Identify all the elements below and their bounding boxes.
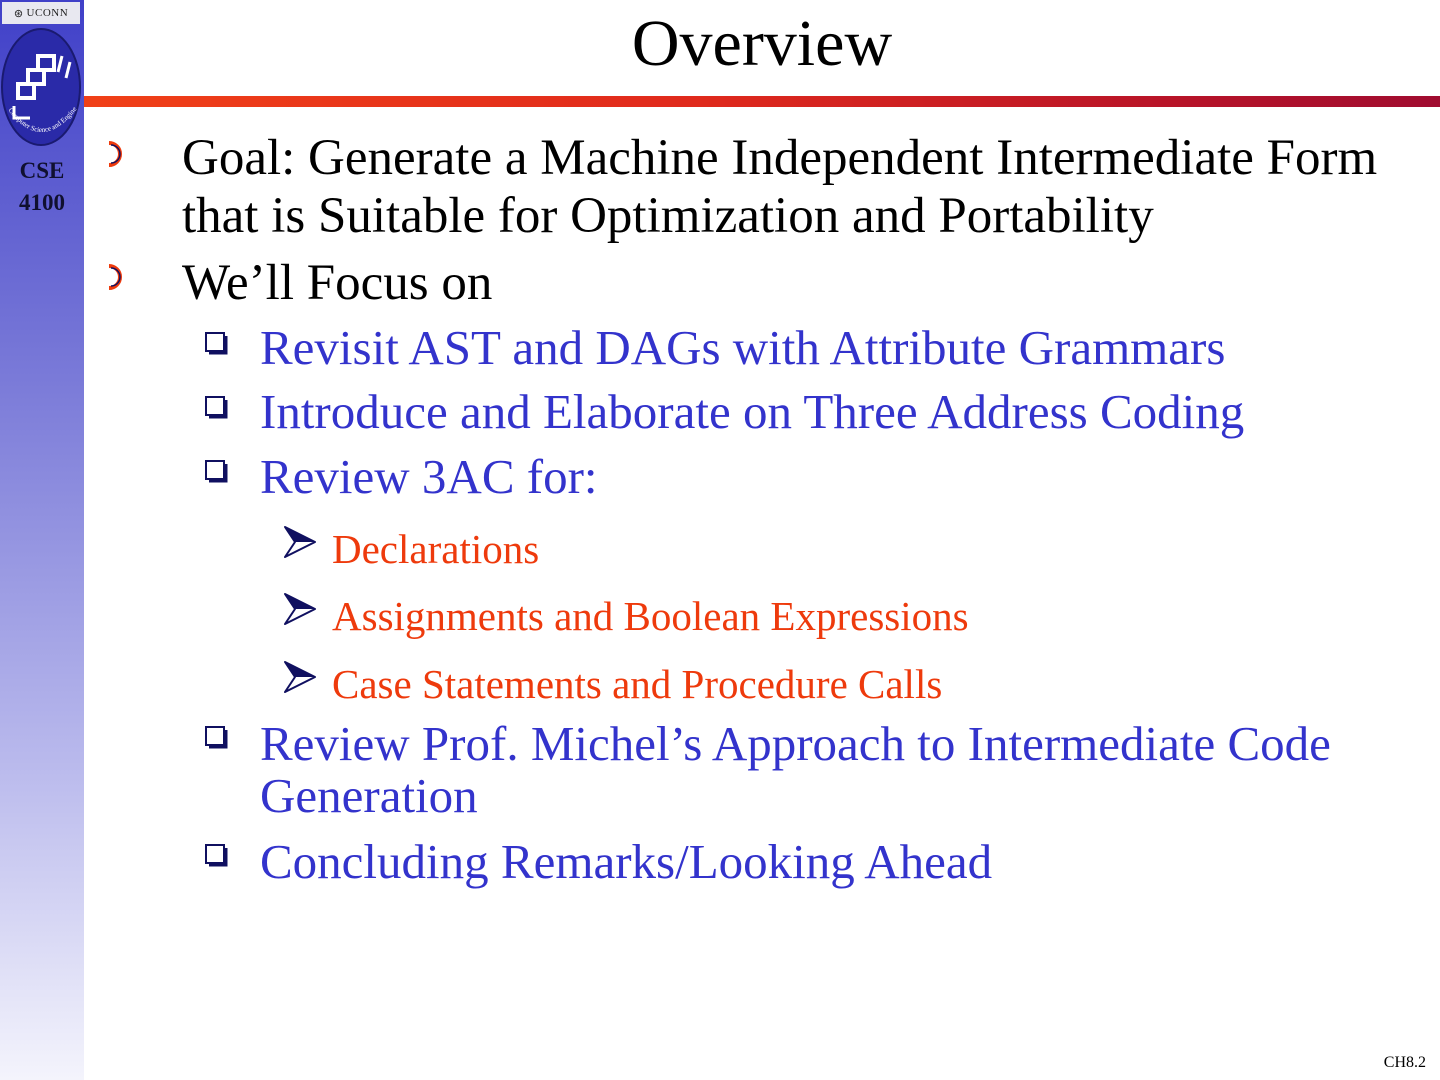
- arrow-bullet-icon: [283, 592, 317, 626]
- logo-caption: Computer Science and Engine: [6, 105, 79, 135]
- uconn-seal-icon: ⊛: [13, 7, 24, 20]
- list-item: Introduce and Elaborate on Three Address Coding: [260, 384, 1245, 439]
- cse-logo: [0, 26, 82, 148]
- uconn-label: [2, 2, 80, 24]
- list-item: Review Prof. Michel’s Approach to Intermediate Code Generation: [260, 716, 1331, 823]
- title-divider: [84, 96, 1440, 107]
- list-item: Goal: Generate a Machine Independent Intermediate Form that is Suitable for Optimization and Portability: [182, 130, 1378, 244]
- slide-number: CH8.2: [1383, 1054, 1426, 1071]
- list-item: Review 3AC for:: [260, 449, 598, 504]
- square-bullet-icon: [203, 330, 231, 358]
- course-line-2: 4100: [19, 190, 65, 215]
- uconn-label-text: UCONN: [26, 7, 69, 19]
- square-bullet-icon: [203, 842, 231, 870]
- arrow-bullet-icon: [283, 660, 317, 694]
- list-item: Case Statements and Procedure Calls: [332, 661, 943, 707]
- circle-bullet-icon: [103, 262, 133, 292]
- sidebar: [0, 0, 84, 1080]
- square-bullet-icon: [203, 458, 231, 486]
- list-item: Assignments and Boolean Expressions: [332, 593, 969, 639]
- arrow-bullet-icon: [283, 525, 317, 559]
- course-line-1: CSE: [19, 158, 65, 183]
- course-number: [0, 155, 84, 219]
- list-item: Declarations: [332, 526, 540, 572]
- list-item: Concluding Remarks/Looking Ahead: [260, 834, 993, 889]
- square-bullet-icon: [203, 394, 231, 422]
- list-item: We’ll Focus on: [182, 255, 493, 311]
- slide-title: Overview: [631, 7, 893, 80]
- circle-bullet-icon: [103, 139, 133, 169]
- square-bullet-icon: [203, 724, 231, 752]
- list-item: Revisit AST and DAGs with Attribute Grammars: [260, 320, 1226, 375]
